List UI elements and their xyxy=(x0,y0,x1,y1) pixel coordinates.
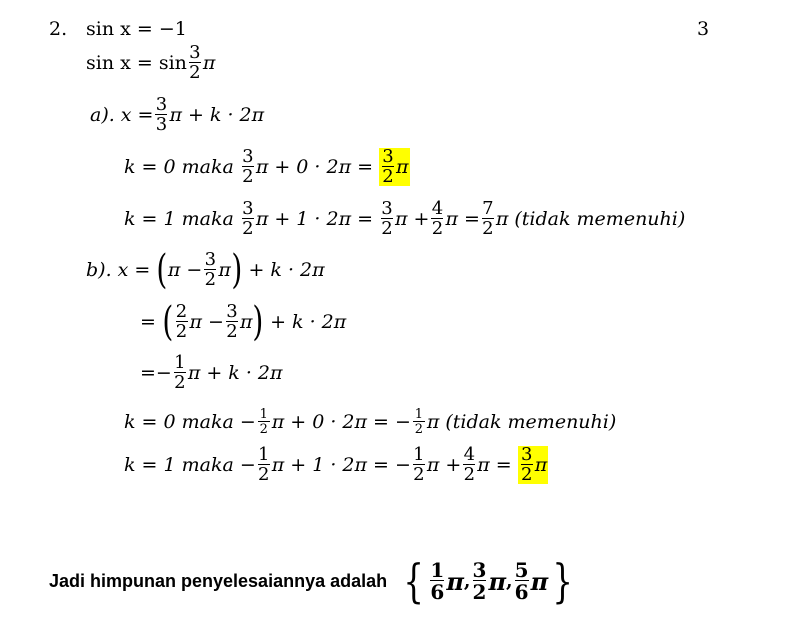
part-a-line xyxy=(90,96,264,134)
den: 2 xyxy=(258,464,270,485)
part-b-line-3 xyxy=(140,354,283,392)
fraction-2-2 xyxy=(176,303,188,341)
den: 2 xyxy=(189,62,201,83)
den: 2 xyxy=(414,422,424,437)
num: 2 xyxy=(175,301,188,322)
num: 1 xyxy=(259,407,268,422)
eq: = xyxy=(140,362,156,384)
fraction-3-2 xyxy=(204,251,216,289)
fraction-1-2 xyxy=(413,408,425,436)
fraction-3-2 xyxy=(242,200,254,238)
eq: = xyxy=(140,311,156,333)
comma: , xyxy=(506,570,513,592)
k0-text: k = 0 maka xyxy=(124,156,234,178)
k2pi: + k · 2π xyxy=(187,104,265,126)
minus: − xyxy=(394,454,411,476)
minus: − xyxy=(239,454,256,476)
fraction-3-3 xyxy=(155,96,167,134)
pi: π xyxy=(495,208,509,230)
num: 7 xyxy=(482,198,494,219)
den: 2 xyxy=(259,422,268,437)
pi: π xyxy=(189,311,203,333)
k1-text: k = 1 maka xyxy=(124,454,234,476)
fraction-3-2 xyxy=(381,200,393,238)
den: 2 xyxy=(482,218,494,239)
fraction-3-2 xyxy=(242,148,254,186)
plus1: + 1 · 2π = xyxy=(274,208,374,230)
den: 2 xyxy=(226,321,238,342)
paren-open: ( xyxy=(162,299,174,345)
fraction-3-2 xyxy=(189,44,201,82)
den: 2 xyxy=(472,580,487,604)
brace-open: { xyxy=(403,554,425,608)
conclusion-text: Jadi himpunan penyelesaiannya adalah xyxy=(49,570,388,591)
pi: π xyxy=(255,208,269,230)
den: 2 xyxy=(204,269,217,290)
fraction-7-2 xyxy=(482,200,494,238)
part-b-line-2 xyxy=(140,299,347,345)
part-b-k0-line xyxy=(124,408,616,436)
pi: π xyxy=(255,156,269,178)
fraction-4-2 xyxy=(431,200,443,238)
page-number: 3 xyxy=(697,18,710,40)
pi: π xyxy=(218,259,231,281)
minus: − xyxy=(239,411,256,433)
num: 3 xyxy=(472,558,487,582)
k1-text: k = 1 maka xyxy=(124,208,234,230)
paren-open: ( xyxy=(156,247,168,293)
num: 3 xyxy=(204,249,217,270)
answer-fraction-1-6 xyxy=(430,560,444,602)
highlight-answer-a xyxy=(379,148,410,186)
k2pi: + k · 2π xyxy=(270,311,347,333)
minus: − xyxy=(208,311,224,333)
fraction-4-2 xyxy=(463,446,475,484)
pi: π xyxy=(202,52,216,74)
pi: π xyxy=(426,454,440,476)
num: 4 xyxy=(463,444,476,465)
a-label: a). xyxy=(90,104,115,126)
den: 2 xyxy=(174,372,186,393)
den: 6 xyxy=(514,580,529,604)
fraction-3-2 xyxy=(521,446,533,484)
fraction-1-2 xyxy=(174,354,186,392)
pi: π xyxy=(187,362,201,384)
eq: = xyxy=(463,208,480,230)
pi: π xyxy=(169,104,182,126)
pi: π xyxy=(271,411,285,433)
plus: + xyxy=(445,454,462,476)
tidak-memenuhi: (tidak memenuhi) xyxy=(445,411,617,433)
paren-close: ) xyxy=(252,299,264,345)
pi: π xyxy=(445,208,458,230)
minus: − xyxy=(186,259,203,281)
num: 3 xyxy=(189,42,201,63)
den: 2 xyxy=(381,218,393,239)
plus0: + 0 · 2π = xyxy=(274,156,374,178)
den: 2 xyxy=(175,321,188,342)
problem-number: 2. xyxy=(49,18,68,40)
equation-line-1: sin x = −1 xyxy=(86,18,187,40)
num: 3 xyxy=(520,444,533,465)
pi: π xyxy=(426,411,440,433)
fraction-1-2 xyxy=(413,446,425,484)
minus: − xyxy=(394,411,411,433)
fraction-1-2 xyxy=(258,446,270,484)
den: 2 xyxy=(520,464,533,485)
pi: π xyxy=(239,311,253,333)
fraction-1-2 xyxy=(258,408,270,436)
pi: π xyxy=(488,566,507,596)
brace-close: } xyxy=(552,554,574,608)
pi: π xyxy=(167,259,181,281)
den: 2 xyxy=(382,166,394,187)
k2pi: + k · 2π xyxy=(248,259,325,281)
pi: π xyxy=(530,566,549,596)
equation-line-2 xyxy=(86,44,215,82)
num: 1 xyxy=(174,352,186,373)
num: 1 xyxy=(430,558,445,582)
comma: , xyxy=(463,570,471,592)
num: 1 xyxy=(258,444,270,465)
num: 3 xyxy=(242,146,254,167)
b-label: b). xyxy=(86,259,112,281)
k2pi: + k · 2π xyxy=(206,362,283,384)
paren-close: ) xyxy=(231,247,243,293)
tidak-memenuhi: (tidak memenuhi) xyxy=(514,208,686,230)
num: 3 xyxy=(381,198,393,219)
den: 2 xyxy=(431,218,444,239)
conclusion-line xyxy=(49,554,577,608)
num: 1 xyxy=(414,407,424,422)
eq: = xyxy=(495,454,512,476)
pi: π xyxy=(271,454,285,476)
den: 3 xyxy=(155,114,168,135)
fraction-3-2 xyxy=(226,303,238,341)
answer-fraction-5-6 xyxy=(515,560,529,602)
a-eq: x = xyxy=(120,104,154,126)
highlight-answer-b xyxy=(518,446,549,484)
pi: π xyxy=(446,566,464,596)
den: 6 xyxy=(430,580,445,604)
part-b-line-1 xyxy=(86,247,325,293)
plus1: + 1 · 2π = xyxy=(290,454,389,476)
minus: − xyxy=(155,362,172,384)
part-a-k0-line xyxy=(124,148,410,186)
part-b-k1-line xyxy=(124,446,548,484)
plus: + xyxy=(413,208,430,230)
pi: π xyxy=(396,156,409,178)
pi: π xyxy=(477,454,490,476)
b-eq: x = xyxy=(117,259,151,281)
num: 4 xyxy=(431,198,444,219)
part-a-k1-line xyxy=(124,200,685,238)
num: 5 xyxy=(514,558,529,582)
pi: π xyxy=(534,454,548,476)
text: sin x = sin xyxy=(86,52,187,74)
num: 3 xyxy=(226,301,238,322)
num: 1 xyxy=(413,444,425,465)
den: 2 xyxy=(242,166,254,187)
fraction-3-2 xyxy=(382,148,394,186)
pi: π xyxy=(395,208,408,230)
answer-fraction-3-2 xyxy=(473,560,487,602)
num: 3 xyxy=(155,94,168,115)
k0-text: k = 0 maka xyxy=(124,411,234,433)
num: 3 xyxy=(242,198,254,219)
plus0: + 0 · 2π = xyxy=(290,411,389,433)
num: 3 xyxy=(382,146,394,167)
den: 2 xyxy=(463,464,476,485)
den: 2 xyxy=(413,464,425,485)
den: 2 xyxy=(242,218,254,239)
